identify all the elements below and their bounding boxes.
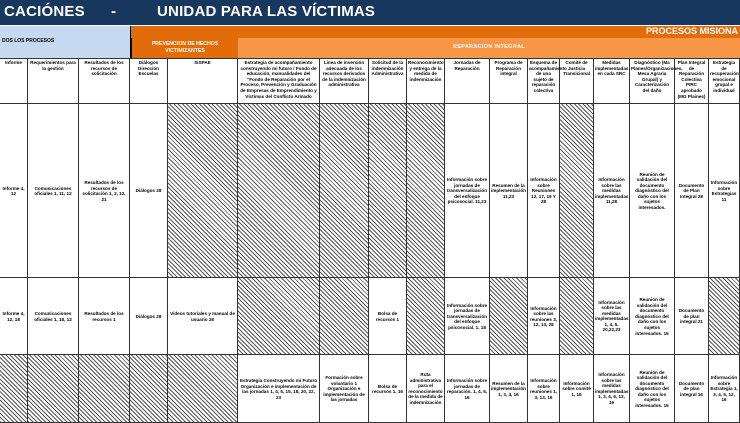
column-header (528, 58, 567, 104)
column-header-text: Programa de Reparación integral (494, 60, 523, 77)
table-cell (369, 355, 407, 423)
table-cell-text: Información sobre las reuniones 3, 12, 13, 28 (529, 305, 558, 328)
table-cell (560, 278, 594, 355)
table-cell (130, 104, 168, 278)
column-header (0, 58, 28, 104)
table-cell-text: Diálogos 28 (135, 188, 162, 193)
table-cell-text: Reunión de validación del documento diagnóstico del daño con los sujetos interesados. (635, 171, 669, 211)
table-cell (675, 104, 709, 278)
table-cell (594, 355, 630, 423)
table-cell (594, 278, 630, 355)
table-cell-text: Resultados de los recursos de solicitación 1, 2, 12, 21 (82, 180, 126, 202)
table-cell (168, 355, 238, 423)
table-cell (238, 355, 320, 423)
column-header-text: Jornadas de Reparación (453, 60, 481, 71)
column-header-text: Estrategia de acompañamiento construyendo mi futuro / Fondo de educación, manualidades del "Fondo de Reparación por el Proceso, Prevención y Graduación de Empresas de Emprendimiento y Víctimas del Conflicto Armado (240, 60, 317, 99)
table-cell-text: Resumen de la implementación 11,23 (491, 182, 526, 199)
table-cell-text: Documento de Plan Integral 28 (678, 182, 705, 199)
table-cell (528, 355, 560, 423)
table-cell-text: Información sobre reuniones 1, 3, 13, 16 (529, 378, 558, 400)
table-cell (0, 104, 28, 278)
column-header (445, 58, 490, 104)
table-cell-text: Estrategia Construyendo mi Futuro Organización e implementación de las jornadas 1, 4, 5, 15, 18, 20, 22, 23 (239, 378, 318, 400)
column-header-text: Plan Integral de Reparación Colectiva PIRC aprobado (MG Plaines) (677, 60, 706, 99)
table-cell-text: Información sobre Estrategia 1, 3, 4, 5, 12, 16 (710, 375, 738, 403)
table-cell (79, 278, 130, 355)
column-header-text: Estrategia de recuperación emocional grupal e individual (710, 60, 739, 93)
column-header (79, 58, 130, 104)
column-header-text: SISPAE (194, 60, 211, 65)
table-cell (238, 278, 320, 355)
table-cell (709, 278, 740, 355)
table-cell (445, 355, 490, 423)
title-banner (0, 0, 740, 25)
column-header (369, 58, 407, 104)
table-cell (528, 278, 560, 355)
table-cell (445, 278, 490, 355)
column-header (675, 58, 709, 104)
table-cell-text: Formación sobre voluntario 1 Organización e implementación de las jornadas (323, 375, 365, 403)
table-cell (168, 104, 238, 278)
reparacion-label: REPARACION INTEGRAL (453, 44, 525, 50)
column-header-text: Resultados de los recursos de solicitación (84, 60, 124, 77)
table-cell-text: Informe 4, 12, 18 (2, 311, 25, 322)
column-header-text: Medidas implementadas en cada SRC (595, 60, 629, 77)
table-cell (630, 278, 675, 355)
table-cell (445, 104, 490, 278)
column-header (320, 58, 369, 104)
table-cell-text: Resumen de la implementación 1, 3, 4, 16 (491, 380, 526, 397)
table-cell-text: Informe 4, 12 (2, 185, 25, 197)
table-cell (369, 104, 407, 278)
table-cell (709, 355, 740, 423)
table-cell-text: Bolsa de recursos 1, 16 (372, 383, 403, 395)
table-cell-text: Información sobre las medidas implementadas 1, 4, 5, 20,22,23 (595, 299, 629, 333)
table-cell (560, 355, 594, 423)
table-cell-text: Información sobre las medidas implementadas 1, 3, 4, 5, 12, 16 (595, 372, 629, 405)
table-cell (594, 104, 630, 278)
column-header (594, 58, 630, 104)
table-cell (528, 104, 560, 278)
table-cell-text: Información sobre jornadas de reparación. 1, 4, 5, 16 (446, 378, 488, 400)
column-header (560, 58, 594, 104)
table-cell (320, 278, 369, 355)
column-header (630, 58, 683, 104)
table-cell (0, 355, 28, 423)
table-cell (28, 355, 79, 423)
table-cell-text: Videos tutoriales y manual de usuario 28 (170, 311, 235, 322)
table-cell-text: Documento de plan integral 21 (678, 308, 705, 325)
table-cell (490, 104, 528, 278)
column-header-text: Informe (5, 60, 22, 65)
table-cell (28, 104, 79, 278)
table-cell (168, 278, 238, 355)
column-header-text: Diagnóstico (Ma Planes/Organizaciones, Mesa Agraria Grupal) y Caracterización del daño (631, 60, 683, 93)
table-cell-text: Reunión de validación del documento diagnóstico del daño con los sujetos interesados. 15 (635, 297, 669, 336)
banner-dash: - (111, 3, 117, 20)
table-cell-text: Información sobre jornadas de transversalización del enfoque psicosocial. 11,23 (446, 177, 488, 205)
table-cell (407, 104, 445, 278)
prevencion-label: PREVENCION DE HECHOS VICTIMIZANTES (151, 41, 219, 54)
column-header-text: Solicitud de la indemnización Administrativa (371, 60, 404, 77)
table-cell (28, 278, 79, 355)
table-cell (630, 355, 675, 423)
table-cell (369, 278, 407, 355)
table-cell-text: Ruta administrativa para el reconocimiento de la medida de indemnización (408, 372, 443, 405)
table-cell-text: Documento de plan integral 16 (678, 380, 705, 397)
table-cell (675, 278, 709, 355)
reparacion-header (238, 38, 740, 58)
column-header (490, 58, 528, 104)
table-cell-text: Reunión de validación del documento diagnóstico del daño con los sujetos interesados. 15 (635, 369, 669, 409)
procesos-misionales-header (131, 26, 740, 38)
column-header (130, 58, 168, 104)
table-cell-text: Comunicaciones oficiales 1, 18, 12 (34, 311, 72, 322)
table-cell (407, 355, 445, 423)
table-cell (560, 104, 594, 278)
column-header-text: Esquema de acompañamiento de una sujeto de reparación colectiva (529, 60, 567, 93)
column-header-text: Comité de Justicia Transicional (563, 60, 590, 77)
column-header (238, 58, 320, 104)
table-cell-text: Bolsa de recursos 1 (375, 311, 400, 322)
table-cell (490, 355, 528, 423)
column-header-text: Requerimientos para la gestión (30, 60, 76, 71)
table-cell-text: Información sobre las medidas implementadas 11,28 (595, 177, 629, 205)
table-cell-text: Comunicaciones oficiales 1, 11, 12 (34, 185, 72, 197)
apoyo-header (0, 26, 131, 58)
table-cell-text: Diálogos 28 (135, 313, 162, 319)
table-cell (130, 355, 168, 423)
column-header-text: Línea de inversión adecuada de los recursos derivados de la indemnización administrativa (322, 60, 366, 88)
table-cell (130, 278, 168, 355)
column-header (407, 58, 445, 104)
table-cell (320, 355, 369, 423)
table-cell-text: Información sobre Reuniones 12, 17, 19 Y 28 (530, 177, 557, 205)
column-header-text: Diálogos Dirección Escuelas (138, 60, 159, 77)
table-cell (709, 104, 740, 278)
page-title: UNIDAD PARA LAS VÍCTIMAS (157, 3, 376, 20)
column-header (28, 58, 79, 104)
apoyo-label: DOS LOS PROCESOS (2, 38, 55, 44)
table-cell-text: Información sobre Estrategias 11 (710, 180, 738, 202)
table-cell (320, 104, 369, 278)
table-cell (79, 355, 130, 423)
table-cell (675, 355, 709, 423)
column-header (709, 58, 740, 104)
table-cell (238, 104, 320, 278)
column-header-text: Reconocimiento y entrega de la medida de indemnización (408, 60, 444, 82)
procesos-label: PROCESOS MISIONA (645, 26, 738, 36)
table-cell (630, 104, 675, 278)
table-cell-text: Resultados de los recursos 1 (84, 311, 124, 322)
prevencion-header (131, 38, 238, 58)
table-cell-text: Información sobre jornadas de transversalización del enfoque psicosocial. 1, 18 (446, 302, 488, 330)
column-header (168, 58, 238, 104)
table-cell (490, 278, 528, 355)
table-cell-text: Información sobre comité 1, 16 (562, 380, 591, 397)
table-cell (79, 104, 130, 278)
table-cell (407, 278, 445, 355)
banner-left-text: CACIÓNES (4, 3, 85, 20)
table-cell (0, 278, 28, 355)
